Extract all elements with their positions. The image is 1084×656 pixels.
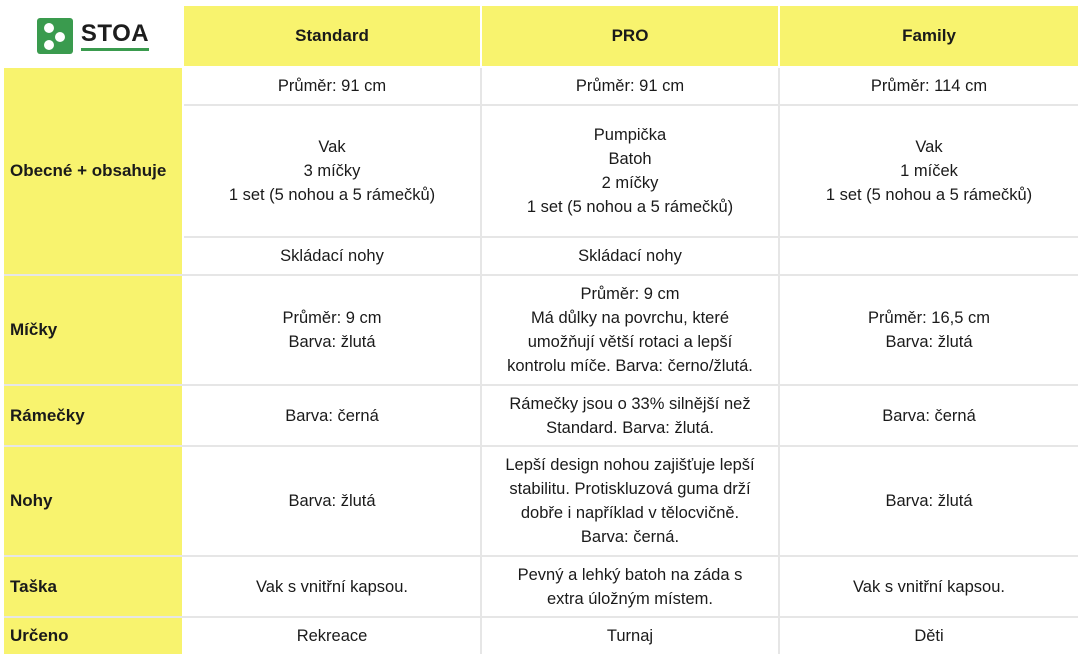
table-cell: Průměr: 9 cm Má důlky na povrchu, které umožňují větší rotaci a lepší kontrolu míče. Barva: černo/žlutá. xyxy=(482,276,780,384)
table-row xyxy=(184,106,1078,238)
table-cell: Barva: žlutá xyxy=(184,447,482,555)
row-micky xyxy=(4,276,1078,386)
table-row xyxy=(184,238,1078,274)
table-cell: Vak 3 míčky 1 set (5 nohou a 5 rámečků) xyxy=(184,106,482,236)
stoa-logo-icon xyxy=(37,18,73,54)
table-cell: Průměr: 91 cm xyxy=(184,68,482,104)
stoa-logo[interactable] xyxy=(37,18,149,54)
table-cell: Vak s vnitřní kapsou. xyxy=(853,577,1005,596)
table-cell xyxy=(780,238,1078,274)
column-header-family: Family xyxy=(780,6,1078,66)
table-cell: Průměr: 9 cm Barva: žlutá xyxy=(184,276,482,384)
table-cell: Turnaj xyxy=(482,618,780,654)
table-cell: Barva: žlutá xyxy=(885,492,973,510)
table-cell: Vak s vnitřní kapsou. xyxy=(184,557,482,616)
table-cell: Rekreace xyxy=(184,618,482,654)
row-label-micky: Míčky xyxy=(4,276,184,384)
table-cell: Děti xyxy=(914,627,944,645)
table-cell: Průměr: 114 cm xyxy=(870,77,988,95)
row-label-obecne: Obecné + obsahuje xyxy=(4,68,184,274)
row-group-obecne xyxy=(4,68,1078,276)
table-cell: Skládací nohy xyxy=(482,238,780,274)
table-cell: Pumpička Batoh 2 míčky 1 set (5 nohou a 5 rámečků) xyxy=(482,106,780,236)
row-label-urceno: Určeno xyxy=(4,618,184,654)
column-header-pro: PRO xyxy=(482,6,780,66)
table-cell: Vak 1 míček 1 set (5 nohou a 5 rámečků) xyxy=(825,138,1033,204)
table-header xyxy=(4,6,1078,68)
logo-cell xyxy=(4,6,184,66)
row-label-taska: Taška xyxy=(4,557,184,616)
table-row xyxy=(184,68,1078,106)
table-cell: Lepší design nohou zajišťuje lepší stabilitu. Protiskluzová guma drží dobře i například v tělocvičně. Barva: černá. xyxy=(482,447,780,555)
table-cell: Průměr: 91 cm xyxy=(482,68,780,104)
table-cell: Pevný a lehký batoh na záda s extra úložným místem. xyxy=(482,557,780,616)
brand-name: STOA xyxy=(81,21,149,51)
table-cell: Průměr: 16,5 cm Barva: žlutá xyxy=(868,309,990,351)
comparison-table xyxy=(4,6,1078,654)
table-cell: Skládací nohy xyxy=(184,238,482,274)
column-header-standard: Standard xyxy=(184,6,482,66)
row-taska xyxy=(4,557,1078,618)
table-cell: Barva: černá xyxy=(882,406,976,425)
table-cell: Barva: černá xyxy=(184,386,482,445)
row-urceno xyxy=(4,618,1078,654)
row-ramecky xyxy=(4,386,1078,447)
row-nohy xyxy=(4,447,1078,557)
row-label-ramecky: Rámečky xyxy=(4,386,184,445)
row-label-nohy: Nohy xyxy=(4,447,184,555)
table-cell: Rámečky jsou o 33% silnější než Standard. Barva: žlutá. xyxy=(482,386,780,445)
